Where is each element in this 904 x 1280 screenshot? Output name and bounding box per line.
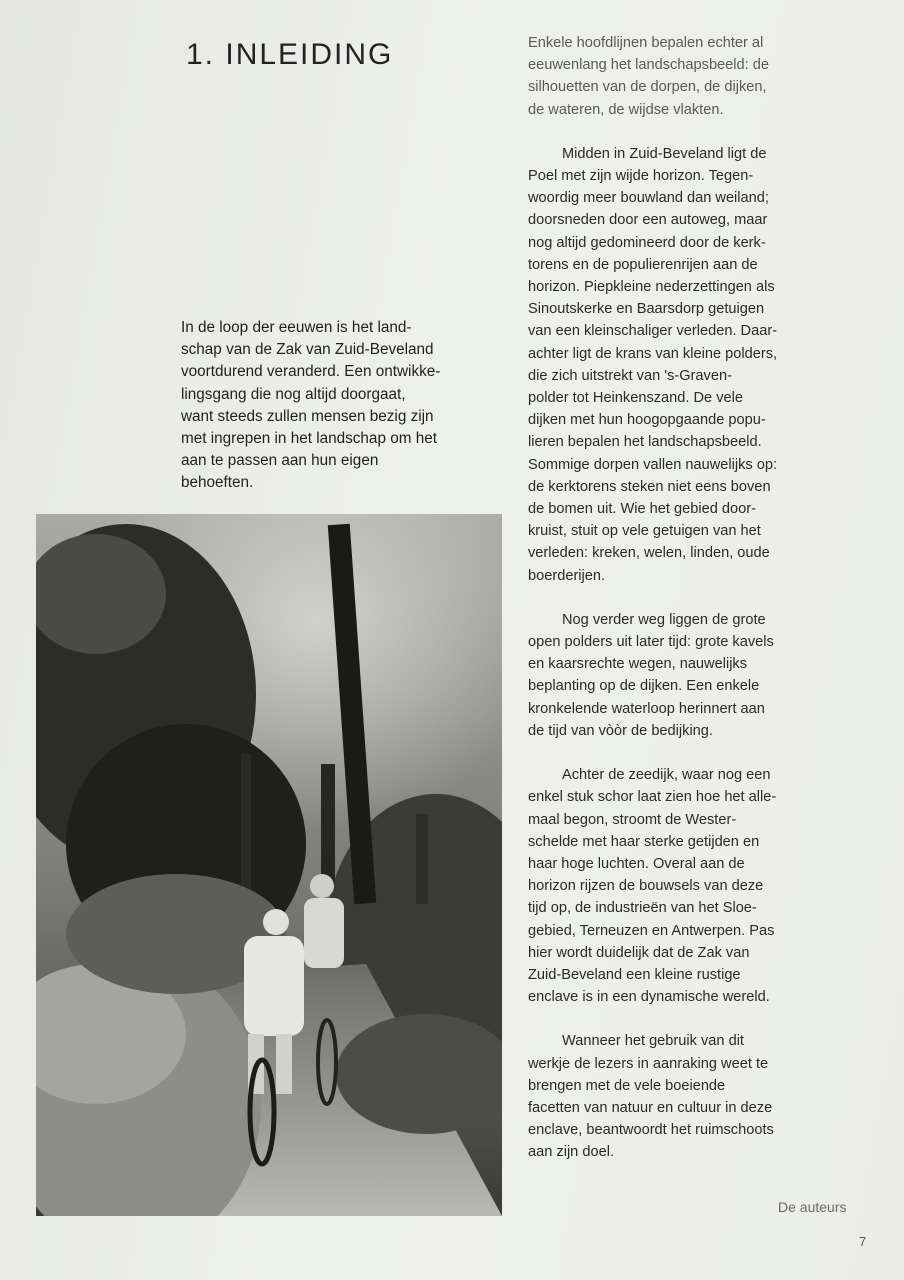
text-line: Midden in Zuid-Beveland ligt de bbox=[562, 145, 767, 162]
text-line: eeuwenlang het landschapsbeeld: de bbox=[528, 57, 769, 74]
text-line: de wateren, de wijdse vlakten. bbox=[528, 101, 724, 118]
text-line: de kerktorens steken niet eens boven bbox=[528, 478, 771, 495]
text-line: tijd op, de industrieën van het Sloe- bbox=[528, 900, 757, 917]
text-line: Nog verder weg liggen de grote bbox=[562, 611, 766, 628]
text-line: polder tot Heinkenszand. De vele bbox=[528, 390, 743, 407]
text-line: dijken met hun hoogopgaande popu- bbox=[528, 412, 766, 429]
paragraph bbox=[528, 1030, 873, 1163]
text-line: enclave is in een dynamische wereld. bbox=[528, 989, 770, 1006]
text-line: werkje de lezers in aanraking weet te bbox=[528, 1055, 769, 1072]
text-line: verleden: kreken, welen, linden, oude bbox=[528, 545, 770, 562]
intro-line: want steeds zullen mensen bezig zijn bbox=[181, 407, 434, 425]
text-line: lieren bepalen het landschapsbeeld. bbox=[528, 434, 762, 451]
text-line: enclave, beantwoordt het ruimschoots bbox=[528, 1122, 774, 1139]
right-column-text bbox=[528, 32, 873, 1186]
text-line: beplanting op de dijken. Een enkele bbox=[528, 678, 760, 695]
paragraph bbox=[528, 609, 873, 742]
text-line: haar hoge luchten. Overal aan de bbox=[528, 855, 745, 872]
text-line: Sinoutskerke en Baarsdorp getuigen bbox=[528, 301, 765, 318]
text-line: enkel stuk schor laat zien hoe het alle- bbox=[528, 789, 777, 806]
text-line: open polders uit later tijd: grote kavels bbox=[528, 634, 774, 651]
text-line: horizon. Piepkleine nederzettingen als bbox=[528, 279, 775, 296]
paragraph bbox=[528, 143, 873, 587]
text-line: de tijd van vòòr de bedijking. bbox=[528, 722, 713, 739]
author-signature: De auteurs bbox=[778, 1199, 847, 1215]
text-line: achter ligt de krans van kleine polders, bbox=[528, 345, 778, 362]
text-line: die zich uitstrekt van 's-Graven- bbox=[528, 367, 732, 384]
text-line: Wanneer het gebruik van dit bbox=[562, 1033, 744, 1050]
text-line: gebied, Terneuzen en Antwerpen. Pas bbox=[528, 922, 775, 939]
text-line: van een kleinschaliger verleden. Daar- bbox=[528, 323, 778, 340]
text-line: Zuid-Beveland een kleine rustige bbox=[528, 966, 741, 983]
paragraph bbox=[528, 764, 873, 1008]
intro-line: In de loop der eeuwen is het land- bbox=[181, 319, 412, 336]
text-line: woordig meer bouwland dan weiland; bbox=[528, 190, 769, 207]
text-line: boerderijen. bbox=[528, 567, 606, 584]
text-line: en kaarsrechte wegen, nauwelijks bbox=[528, 656, 748, 673]
text-line: nog altijd gedomineerd door de kerk- bbox=[528, 234, 766, 251]
intro-line: schap van de Zak van Zuid-Beveland bbox=[181, 341, 434, 359]
text-line: de bomen uit. Wie het gebied door- bbox=[528, 501, 756, 518]
text-line: Enkele hoofdlijnen bepalen echter al bbox=[528, 35, 764, 51]
text-line: kronkelende waterloop herinnert aan bbox=[528, 700, 765, 717]
text-line: Poel met zijn wijde horizon. Tegen- bbox=[528, 168, 754, 185]
intro-line: aan te passen aan hun eigen bbox=[181, 452, 379, 470]
text-line: Sommige dorpen vallen nauwelijks op: bbox=[528, 456, 778, 473]
paragraph bbox=[528, 32, 873, 121]
page-title: 1. INLEIDING bbox=[186, 38, 394, 71]
text-line: brengen met de vele boeiende bbox=[528, 1077, 726, 1094]
text-line: silhouetten van de dorpen, de dijken, bbox=[528, 79, 767, 96]
intro-line: lingsgang die nog altijd doorgaat, bbox=[181, 385, 406, 403]
text-line: facetten van natuur en cultuur in deze bbox=[528, 1099, 773, 1116]
intro-line: voortdurend veranderd. Een ontwikke- bbox=[181, 363, 441, 381]
text-line: horizon rijzen de bouwsels van deze bbox=[528, 878, 764, 895]
intro-paragraph bbox=[181, 317, 501, 495]
text-line: maal begon, stroomt de Wester- bbox=[528, 811, 737, 828]
text-line: kruist, stuit op vele getuigen van het bbox=[528, 523, 761, 540]
intro-line: behoeften. bbox=[181, 474, 254, 492]
text-line: Achter de zeedijk, waar nog een bbox=[562, 767, 771, 784]
text-line: hier wordt duidelijk dat de Zak van bbox=[528, 944, 750, 961]
text-line: aan zijn doel. bbox=[528, 1144, 615, 1161]
photo-illustration bbox=[36, 514, 502, 1216]
text-line: doorsneden door een autoweg, maar bbox=[528, 212, 768, 229]
text-line: schelde met haar sterke getijden en bbox=[528, 833, 760, 850]
page-number: 7 bbox=[859, 1234, 867, 1249]
cyclists-forest-photo bbox=[36, 514, 502, 1216]
intro-line: met ingrepen in het landschap om het bbox=[181, 430, 437, 448]
text-line: torens en de populierenrijen aan de bbox=[528, 256, 758, 273]
